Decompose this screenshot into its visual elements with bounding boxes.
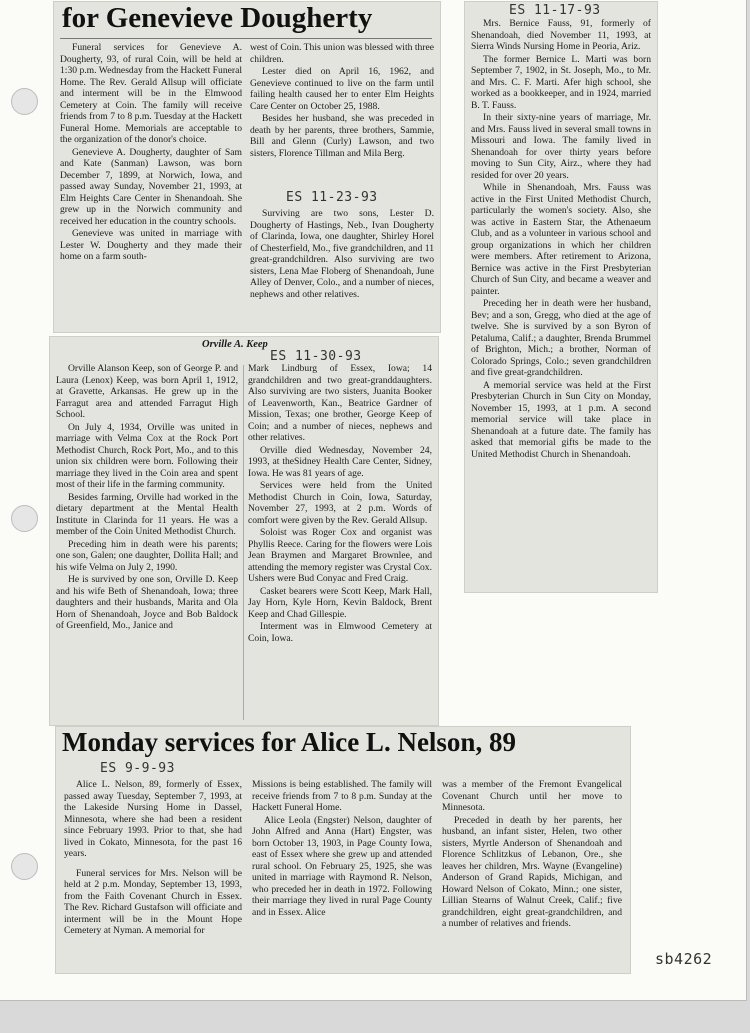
nelson-clipping xyxy=(56,727,630,973)
keep-column-2: Mark Lindburg of Essex, Iowa; 14 grandchildren and two great-granddaughters. Also surviving are two sisters, Juanita Booker of Leavenworth, Kan., Beatrice Gardner of Mission, Texas; one brother, George Keep of Coin; and a number of nieces, nephews and other relatives. Orville died Wednesday, November 24, 1993, at theSidney Health Care Center, Sidney, Iowa. He was 81 years of age. Services were held from the United Methodist Church in Coin, Iowa, Saturday, November 27, 1993, at 2 p.m. Words of comfort were given by the Rev. Gerald Allsup. Soloist was Roger Cox and organist was Phyllis Reece. Caring for the flowers were Lois Jean Braymen and Margaret Brownlee, and attending the memory register was Crystal Cox. Ushers were Bud Conyac and Fred Craig. Casket bearers were Scott Keep, Mark Hall, Jay Horn, Kyle Horn, Kevin Baldock, Brent Keep and Chad Gillespie. Interment was in Elmwood Cemetery at Coin, Iowa. xyxy=(248,363,432,644)
nelson-column-1: Alice L. Nelson, 89, formerly of Essex, passed away Tuesday, September 7, 1993, at the Lakeside Nursing Home in Dassel, Minnesota, where she had been a resident since February 1993. Prior to that, she had lived in Cokato, Minnesota, for the past 16 years. Funeral services for Mrs. Nelson will be held at 2 p.m. Monday, September 13, 1993, from the Faith Covenant Church in Essex. The Rev. Richard Gustafson will officiate and interment will be in the Mount Hope Cemetery at Nyman. A memorial for xyxy=(64,779,242,936)
keep-date-annotation: ES 11-30-93 xyxy=(270,349,362,364)
dougherty-clipping xyxy=(54,2,440,332)
punch-hole xyxy=(11,88,38,115)
column-divider xyxy=(243,365,244,720)
nelson-column-2: Missions is being established. The family will receive friends from 7 to 8 p.m. Sunday at the Hackett Funeral Home. Alice Leola (Engster) Nelson, daughter of John Alfred and Anna (Hart) Engster, was born October 13, 1903, in Page County Iowa, east of Essex where she grew up and attended rural school. On February 25, 1925, she was united in marriage with Raymond R. Nelson, who preceded her in death in 1972. Following their marriage they lived in rural Page County and in Essex. Alice xyxy=(252,779,432,918)
dougherty-date-annotation: ES 11-23-93 xyxy=(286,190,378,205)
dougherty-column-2-bottom: Surviving are two sons, Lester D. Dougherty of Hastings, Neb., Ivan Dougherty of Clarinda, Iowa, one daughter, Shirley Horel of Chesterfield, Mo., five grandchildren, and 11 great-grandchildren. Also surviving are two sisters, Lena Mae Floberg of Shenandoah, June Alley of Denver, Colo., and a number of nieces, nephews and other relatives. xyxy=(250,208,434,300)
nelson-column-3: was a member of the Fremont Evangelical Covenant Church until her move to Minnesota. Preceded in death by her parents, her husband, an infant sister, Helen, two other sisters, Myrtle Anderson of Shenandoah and Florence Schlitzkus of Lebanon, Ore., she leaves her children, Mrs. Wayne (Evangeline) Anderson of Grand Rapids, Michigan, and Howard Nelson of Cokato, Minn.; one sister, Lillian Stearns of Walnut Creek, Calif.; five grandchildren, eight great-grandchildren, and a number of relatives and friends. xyxy=(442,779,622,929)
punch-hole xyxy=(11,505,38,532)
fauss-clipping xyxy=(465,2,657,592)
keep-clipping xyxy=(50,337,438,725)
nelson-headline: Monday services for Alice L. Nelson, 89 xyxy=(62,727,516,757)
dougherty-headline: for Genevieve Dougherty xyxy=(62,2,373,34)
catalog-number: sb4262 xyxy=(655,950,713,968)
dougherty-column-2-top: west of Coin. This union was blessed with three children. Lester died on April 16, 1962, and Genevieve continued to live on the farm until failing health caused her to enter Elm Heights Care Center on October 25, 1988. Besides her husband, she was preceded in death by her parents, three brothers, Sammie, Bill and Glenn (Curly) Lawson, and two sisters, Florence Tillman and Mila Berg. xyxy=(250,42,434,159)
punch-hole xyxy=(11,853,38,880)
headline-rule xyxy=(60,38,432,39)
keep-subhead: Orville A. Keep xyxy=(202,339,268,350)
fauss-column: Mrs. Bernice Fauss, 91, formerly of Shenandoah, died November 11, 1993, at Sierra Winds Nursing Home in Peoria, Ariz. The former Bernice L. Marti was born September 7, 1902, in St. Joseph, Mo., to Mr. and Mrs. C. F. Marti. Afer high school, she worked as a bookkeeper, and in 1924, married B. T. Fauss. In their sixty-nine years of marriage, Mr. and Mrs. Fauss lived in several small towns in Missouri and Iowa. The family lived in Shenandoah for over thirty years before moving to Sun City, Airz., where they had resided for over 20 years. While in Shenandoah, Mrs. Fauss was active in the First United Methodist Church, particularly the women's society. Also, she was active in Eastern Star, the Athenaeum Club, and as a volunteer in various school and group organizations in which her children were members. After retirement to Arizona, Bernice was active in the First Presbyterian Church of Sun City, and became a weaver and painter. Preceding her in death were her husband, Bev; and a son, Gregg, who died at the age of twelve. She is survived by a son Byron of Petaluma, Calif.; a daughter, Brenda Brummel of Brighton, Mich.; a brother, Norman of Colorado Springs, Colo.; seven grandchildren and five great-grandchildren. A memorial service was held at the First Presbyterian Church in Sun City on Monday, November 15, 1993, at 1 p.m. A second memorial service will take place in Shenandoah at a future date. The family has asked that memorial gifts be made to the United Methodist Church in Shenandoah. xyxy=(471,18,651,460)
nelson-date-annotation: ES 9-9-93 xyxy=(100,761,175,776)
fauss-date-annotation: ES 11-17-93 xyxy=(509,3,601,18)
keep-column-1: Orville Alanson Keep, son of George P. and Laura (Lenox) Keep, was born April 1, 1912, at Gravette, Arkansas. He grew up in the Farragut area and attended Farragut High School. On July 4, 1934, Orville was united in marriage with Velma Cox at the Rock Port Methodist Church, Rock Port, Mo., and to this union six children were born. Following their marriage they lived in the Coin area and spent most of their life in the farming community. Besides farming, Orville had worked in the dietary department at the Mental Health Institute in Clarinda for 11 years. He was a member of the Coin United Methodist Church. Preceding him in death were his parents; one son, Galen; one daughter, Dollita Hall; and his wife Velma on July 2, 1990. He is survived by one son, Orville D. Keep and his wife Beth of Shenandoah, Iowa; three daughters and their husbands, Marita and Ola Horn of Shenandoah, Joyce and Bob Baldock of Greenfield, Mo., Janice and xyxy=(56,363,238,631)
dougherty-column-1: Funeral services for Genevieve A. Dougherty, 93, of rural Coin, will be held at 1:30 p.m. Wednesday from the Hackett Funeral Home. The Rev. Gerald Allsup will officiate and interment will be in the Elmwood Cemetery at Coin. The family will receive friends from 7 to 8 p.m. Tuesday at the Hackett Funeral Home. Memorials are acceptable to the organization of the donor's choice. Genevieve A. Dougherty, daughter of Sam and Kate (Sanman) Lawson, was born December 7, 1899, at Norwich, Iowa, and passed away Sunday, November 21, 1993, at Elm Heights Care Center in Shenandoah. She grew up in the Norwich community and received her education in the country schools. Genevieve was united in marriage with Lester W. Dougherty and they made their home on a farm south- xyxy=(60,42,242,262)
